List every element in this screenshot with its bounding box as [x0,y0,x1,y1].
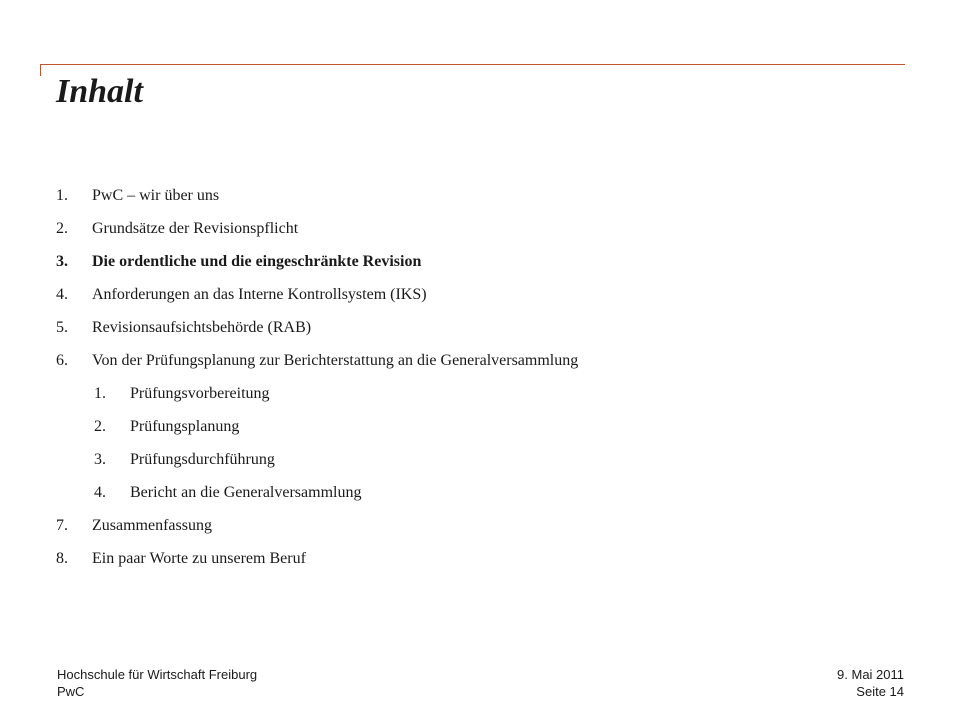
toc-number: 2. [56,220,68,237]
toc-item-2 [56,212,916,245]
toc-subitem-6-3 [56,443,916,476]
toc-item-7 [56,509,916,542]
toc-text: Revisionsaufsichtsbehörde (RAB) [92,319,312,336]
toc-item-5 [56,311,916,344]
footer-organization: Hochschule für Wirtschaft Freiburg [57,667,258,682]
toc-item-3 [56,245,916,278]
toc-number: 3. [94,451,106,468]
accent-tick [40,64,41,76]
toc-number: 7. [56,517,68,534]
footer-right [837,666,904,700]
footer-date: 9. Mai 2011 [837,667,904,682]
toc-text: Prüfungsvorbereitung [130,385,270,402]
toc-number: 2. [94,418,106,435]
toc-item-4 [56,278,916,311]
toc-item-1 [56,179,916,212]
toc-text: PwC – wir über uns [92,187,220,204]
toc-text: Die ordentliche und die eingeschränkte Revision [92,253,422,270]
toc-subitem-6-2 [56,410,916,443]
accent-line [40,64,905,65]
toc-number: 4. [56,286,68,303]
toc-subitem-6-1 [56,377,916,410]
toc-number: 3. [56,253,68,270]
slide-title: Inhalt [56,73,143,110]
toc-number: 8. [56,550,68,567]
toc-subitem-6-4 [56,476,916,509]
table-of-contents [56,179,916,575]
toc-number: 6. [56,352,68,369]
toc-text: Grundsätze der Revisionspflicht [92,220,299,237]
footer-page-number: Seite 14 [856,684,904,699]
toc-text: Ein paar Worte zu unserem Beruf [92,550,306,567]
toc-text: Bericht an die Generalversammlung [130,484,362,501]
toc-number: 5. [56,319,68,336]
toc-text: Anforderungen an das Interne Kontrollsystem (IKS) [92,286,427,303]
toc-number: 4. [94,484,106,501]
toc-item-6 [56,344,916,377]
toc-number: 1. [94,385,106,402]
toc-text: Zusammenfassung [92,517,212,534]
toc-text: Von der Prüfungsplanung zur Berichterstattung an die Generalversammlung [92,352,579,369]
toc-text: Prüfungsdurchführung [130,451,275,468]
toc-item-8 [56,542,916,575]
footer-left [57,666,257,700]
toc-text: Prüfungsplanung [130,418,240,435]
toc-number: 1. [56,187,68,204]
footer-company: PwC [57,684,85,699]
